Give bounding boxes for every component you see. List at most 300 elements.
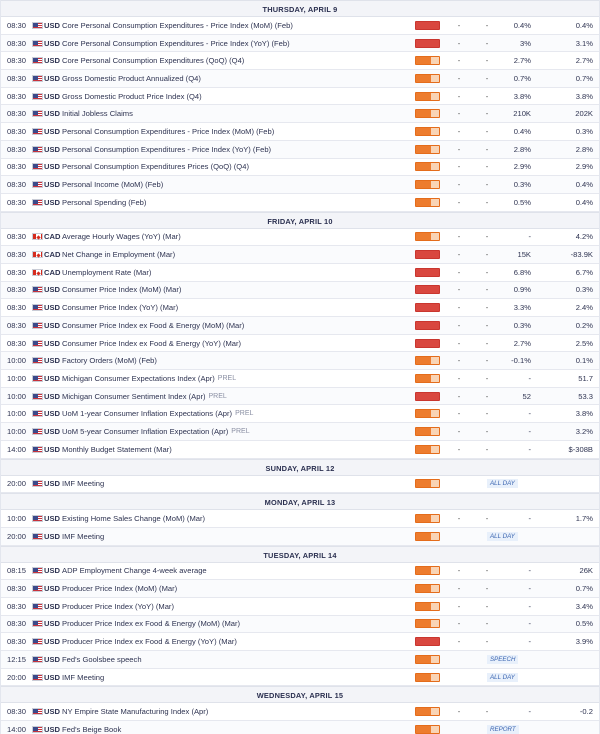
event-row[interactable]	[1, 70, 599, 88]
impact-cell	[415, 616, 441, 633]
medium-impact-indicator	[415, 180, 440, 189]
flag-cell	[32, 282, 43, 299]
flag-cell	[32, 703, 43, 720]
previous-value: 0.4%	[575, 20, 593, 30]
event-time: 08:30	[7, 707, 27, 717]
event-row[interactable]	[1, 52, 599, 70]
event-row[interactable]	[1, 35, 599, 53]
impact-cell	[415, 123, 441, 140]
event-time: 10:00	[7, 514, 27, 524]
impact-cell	[415, 388, 441, 405]
impact-cell	[415, 264, 441, 281]
flag-cell	[32, 105, 43, 122]
event-name[interactable]: IMF Meeting	[62, 672, 105, 682]
day-header: FRIDAY, APRIL 10	[1, 212, 599, 229]
us-flag-icon	[32, 146, 43, 153]
actual-value: -	[457, 126, 461, 136]
event-name[interactable]: Fed's Goolsbee speech	[62, 654, 142, 664]
event-time: 10:00	[7, 426, 27, 436]
event-name[interactable]: Monthly Budget Statement (Mar)	[62, 444, 172, 454]
currency-code: USD	[44, 724, 61, 734]
event-time: 08:30	[7, 250, 27, 260]
event-row[interactable]	[1, 176, 599, 194]
currency-code: USD	[44, 162, 61, 172]
high-impact-indicator	[415, 268, 440, 277]
medium-impact-indicator	[415, 162, 440, 171]
event-name[interactable]: UoM 1-year Consumer Inflation Expectations (Apr)	[62, 409, 233, 419]
event-row[interactable]	[1, 510, 599, 528]
event-time: 10:00	[7, 391, 27, 401]
forecast-value: -	[485, 444, 489, 454]
event-name[interactable]: Personal Income (MoM) (Feb)	[62, 180, 164, 190]
event-row[interactable]	[1, 17, 599, 35]
currency-code: USD	[44, 20, 61, 30]
impact-cell	[415, 598, 441, 615]
currency-code: USD	[44, 197, 61, 207]
medium-impact-indicator	[415, 673, 440, 682]
event-name-cell[interactable]	[62, 441, 402, 458]
event-name-cell[interactable]	[62, 52, 402, 69]
flag-cell	[32, 651, 43, 668]
forecast-value: -	[485, 73, 489, 83]
prel-badge: PREL	[231, 427, 250, 435]
event-name-cell[interactable]	[62, 264, 402, 281]
medium-impact-indicator	[415, 409, 440, 418]
forecast-value: -	[485, 180, 489, 190]
consensus-value: -	[528, 707, 531, 717]
previous-value: 4.2%	[575, 232, 593, 242]
impact-cell	[415, 633, 441, 650]
currency-code: USD	[44, 426, 61, 436]
actual-value: -	[457, 338, 461, 348]
event-name[interactable]: Personal Consumption Expenditures - Price Index (YoY) (Feb)	[62, 144, 272, 154]
us-flag-icon	[32, 199, 43, 206]
event-row[interactable]	[1, 721, 599, 734]
event-name-cell[interactable]	[62, 105, 402, 122]
event-row[interactable]	[1, 580, 599, 598]
event-row[interactable]	[1, 563, 599, 581]
actual-value: -	[457, 303, 461, 313]
event-time: 20:00	[7, 672, 27, 682]
event-name-cell[interactable]	[62, 141, 402, 158]
previous-value: 2.5%	[575, 338, 593, 348]
actual-value: -	[457, 637, 461, 647]
medium-impact-indicator	[415, 655, 440, 664]
impact-cell	[415, 669, 441, 686]
event-row[interactable]	[1, 159, 599, 177]
consensus-value: 52	[522, 391, 531, 401]
currency-code: USD	[44, 601, 61, 611]
event-name-cell[interactable]	[62, 721, 402, 734]
us-flag-icon	[32, 410, 43, 417]
event-name[interactable]: Consumer Price Index ex Food & Energy (MoM) (Mar)	[62, 320, 245, 330]
event-row[interactable]	[1, 423, 599, 441]
event-name-cell[interactable]	[62, 510, 402, 527]
event-row[interactable]	[1, 669, 599, 687]
forecast-value: -	[485, 38, 489, 48]
event-tag-cell	[487, 721, 527, 734]
event-time: 10:00	[7, 373, 27, 383]
event-name-cell[interactable]	[62, 35, 402, 52]
medium-impact-indicator	[415, 198, 440, 207]
us-flag-icon	[32, 357, 43, 364]
consensus-value: 2.8%	[513, 144, 531, 154]
previous-value: -0.2	[579, 707, 593, 717]
event-row[interactable]	[1, 246, 599, 264]
currency-code: USD	[44, 584, 61, 594]
event-name[interactable]: Consumer Price Index ex Food & Energy (YoY) (Mar)	[62, 338, 242, 348]
flag-cell	[32, 264, 43, 281]
actual-value: -	[457, 391, 461, 401]
flag-cell	[32, 35, 43, 52]
event-name-cell[interactable]	[62, 17, 402, 34]
actual-value: -	[457, 373, 461, 383]
consensus-value: 3%	[520, 38, 531, 48]
flag-cell	[32, 335, 43, 352]
impact-cell	[415, 335, 441, 352]
event-tag-cell	[487, 651, 527, 668]
consensus-value: 3.3%	[513, 303, 531, 313]
event-name[interactable]: Average Hourly Wages (YoY) (Mar)	[62, 232, 181, 242]
day-section	[1, 493, 599, 545]
impact-cell	[415, 476, 441, 493]
event-name[interactable]: Producer Price Index ex Food & Energy (MoM) (Mar)	[62, 619, 241, 629]
currency-code: USD	[44, 109, 61, 119]
event-row[interactable]	[1, 388, 599, 406]
event-name[interactable]: IMF Meeting	[62, 479, 105, 489]
forecast-value: -	[485, 126, 489, 136]
event-name[interactable]: Michigan Consumer Expectations Index (Apr)	[62, 373, 215, 383]
us-flag-icon	[32, 533, 43, 540]
event-time: 08:30	[7, 267, 27, 277]
flag-cell	[32, 580, 43, 597]
medium-impact-indicator	[415, 92, 440, 101]
event-name-cell[interactable]	[62, 580, 402, 597]
forecast-value: -	[485, 303, 489, 313]
actual-value: -	[457, 162, 461, 172]
event-name[interactable]: Core Personal Consumption Expenditures (QoQ) (Q4)	[62, 56, 245, 66]
forecast-value: -	[485, 514, 489, 524]
us-flag-icon	[32, 515, 43, 522]
event-name-cell[interactable]	[62, 88, 402, 105]
previous-value: 26K	[579, 566, 593, 576]
previous-value: 1.7%	[575, 514, 593, 524]
currency-code: USD	[44, 126, 61, 136]
event-name-cell[interactable]	[62, 70, 402, 87]
event-tag: ALL DAY	[487, 532, 518, 541]
event-row[interactable]	[1, 352, 599, 370]
event-name[interactable]: Net Change in Employment (Mar)	[62, 250, 176, 260]
flag-cell	[32, 633, 43, 650]
event-list	[1, 476, 599, 494]
event-name[interactable]: Core Personal Consumption Expenditures - Price Index (MoM) (Feb)	[62, 20, 293, 30]
forecast-value: -	[485, 56, 489, 66]
event-name-cell[interactable]	[62, 476, 402, 493]
currency-code: USD	[44, 91, 61, 101]
flag-cell	[32, 441, 43, 458]
event-row[interactable]	[1, 105, 599, 123]
event-row[interactable]	[1, 703, 599, 721]
flag-cell	[32, 388, 43, 405]
consensus-value: 0.5%	[513, 197, 531, 207]
event-name-cell[interactable]	[62, 616, 402, 633]
event-name-cell[interactable]	[62, 370, 402, 387]
medium-impact-indicator	[415, 602, 440, 611]
event-row[interactable]	[1, 282, 599, 300]
event-name[interactable]: Personal Consumption Expenditures Prices (QoQ) (Q4)	[62, 162, 249, 172]
forecast-value: -	[485, 197, 489, 207]
flag-cell	[32, 88, 43, 105]
event-row[interactable]	[1, 441, 599, 459]
impact-cell	[415, 510, 441, 527]
flag-cell	[32, 159, 43, 176]
event-name[interactable]: ADP Employment Change 4-week average	[62, 566, 207, 576]
event-row[interactable]	[1, 370, 599, 388]
flag-cell	[32, 70, 43, 87]
event-name[interactable]: Producer Price Index ex Food & Energy (YoY) (Mar)	[62, 637, 237, 647]
event-time: 14:00	[7, 724, 27, 734]
us-flag-icon	[32, 181, 43, 188]
actual-value: -	[457, 180, 461, 190]
impact-cell	[415, 35, 441, 52]
consensus-value: 3.8%	[513, 91, 531, 101]
us-flag-icon	[32, 674, 43, 681]
currency-code: USD	[44, 180, 61, 190]
event-name[interactable]: Core Personal Consumption Expenditures - Price Index (YoY) (Feb)	[62, 38, 290, 48]
event-name[interactable]: UoM 5-year Consumer Inflation Expectation (Apr)	[62, 426, 229, 436]
event-row[interactable]	[1, 194, 599, 212]
event-row[interactable]	[1, 651, 599, 669]
actual-value: -	[457, 356, 461, 366]
impact-cell	[415, 405, 441, 422]
day-header: MONDAY, APRIL 13	[1, 493, 599, 510]
actual-value: -	[457, 56, 461, 66]
event-row[interactable]	[1, 317, 599, 335]
medium-impact-indicator	[415, 356, 440, 365]
event-time: 08:15	[7, 566, 27, 576]
event-name-cell[interactable]	[62, 335, 402, 352]
event-name[interactable]: Factory Orders (MoM) (Feb)	[62, 356, 157, 366]
event-row[interactable]	[1, 616, 599, 634]
currency-code: USD	[44, 637, 61, 647]
us-flag-icon	[32, 585, 43, 592]
consensus-value: -	[528, 619, 531, 629]
forecast-value: -	[485, 566, 489, 576]
event-name[interactable]: Existing Home Sales Change (MoM) (Mar)	[62, 514, 206, 524]
medium-impact-indicator	[415, 374, 440, 383]
event-time: 08:30	[7, 303, 27, 313]
flag-cell	[32, 123, 43, 140]
currency-code: USD	[44, 479, 61, 489]
consensus-value: -	[528, 601, 531, 611]
consensus-value: 0.3%	[513, 180, 531, 190]
us-flag-icon	[32, 708, 43, 715]
event-row[interactable]	[1, 299, 599, 317]
event-name-cell[interactable]	[62, 246, 402, 263]
medium-impact-indicator	[415, 427, 440, 436]
event-time: 20:00	[7, 479, 27, 489]
currency-code: USD	[44, 285, 61, 295]
currency-code: USD	[44, 531, 61, 541]
event-name-cell[interactable]	[62, 423, 402, 440]
impact-cell	[415, 229, 441, 246]
event-row[interactable]	[1, 88, 599, 106]
medium-impact-indicator	[415, 566, 440, 575]
forecast-value: -	[485, 162, 489, 172]
impact-cell	[415, 563, 441, 580]
previous-value: 3.2%	[575, 426, 593, 436]
medium-impact-indicator	[415, 232, 440, 241]
previous-value: 0.1%	[575, 356, 593, 366]
previous-value: 51.7	[578, 373, 593, 383]
flag-cell	[32, 352, 43, 369]
event-name-cell[interactable]	[62, 317, 402, 334]
high-impact-indicator	[415, 21, 440, 30]
currency-code: USD	[44, 56, 61, 66]
forecast-value: -	[485, 109, 489, 119]
previous-value: 2.4%	[575, 303, 593, 313]
previous-value: 0.4%	[575, 197, 593, 207]
event-time: 08:30	[7, 91, 27, 101]
event-time: 08:30	[7, 320, 27, 330]
event-name[interactable]: Initial Jobless Claims	[62, 109, 133, 119]
us-flag-icon	[32, 567, 43, 574]
consensus-value: 15K	[517, 250, 531, 260]
previous-value: 2.9%	[575, 162, 593, 172]
event-name[interactable]: Unemployment Rate (Mar)	[62, 267, 152, 277]
event-name-cell[interactable]	[62, 633, 402, 650]
forecast-value: -	[485, 232, 489, 242]
event-name-cell[interactable]	[62, 388, 402, 405]
actual-value: -	[457, 197, 461, 207]
day-header: WEDNESDAY, APRIL 15	[1, 686, 599, 703]
flag-cell	[32, 721, 43, 734]
event-name-cell[interactable]	[62, 229, 402, 246]
medium-impact-indicator	[415, 479, 440, 488]
day-header: TUESDAY, APRIL 14	[1, 546, 599, 563]
event-name-cell[interactable]	[62, 176, 402, 193]
event-name-cell[interactable]	[62, 159, 402, 176]
consensus-value: -	[528, 444, 531, 454]
currency-code: CAD	[44, 267, 61, 277]
event-row[interactable]	[1, 123, 599, 141]
flag-cell	[32, 299, 43, 316]
currency-code: CAD	[44, 232, 61, 242]
event-name-cell[interactable]	[62, 123, 402, 140]
us-flag-icon	[32, 480, 43, 487]
actual-value: -	[457, 38, 461, 48]
flag-cell	[32, 598, 43, 615]
day-section	[1, 459, 599, 494]
actual-value: -	[457, 91, 461, 101]
event-row[interactable]	[1, 141, 599, 159]
event-row[interactable]	[1, 405, 599, 423]
previous-value: $-308B	[568, 444, 593, 454]
actual-value: -	[457, 320, 461, 330]
high-impact-indicator	[415, 250, 440, 259]
event-name[interactable]: Personal Consumption Expenditures - Price Index (MoM) (Feb)	[62, 126, 275, 136]
event-row[interactable]	[1, 528, 599, 546]
event-name[interactable]: IMF Meeting	[62, 531, 105, 541]
forecast-value: -	[485, 584, 489, 594]
event-row[interactable]	[1, 476, 599, 494]
event-name[interactable]: Michigan Consumer Sentiment Index (Apr)	[62, 391, 206, 401]
medium-impact-indicator	[415, 532, 440, 541]
currency-code: USD	[44, 514, 61, 524]
event-name[interactable]: Producer Price Index (MoM) (Mar)	[62, 584, 178, 594]
impact-cell	[415, 317, 441, 334]
forecast-value: -	[485, 356, 489, 366]
high-impact-indicator	[415, 637, 440, 646]
currency-code: CAD	[44, 250, 61, 260]
day-section	[1, 212, 599, 459]
forecast-value: -	[485, 250, 489, 260]
forecast-value: -	[485, 637, 489, 647]
event-name-cell[interactable]	[62, 528, 402, 545]
event-list	[1, 563, 599, 687]
event-name-cell[interactable]	[62, 598, 402, 615]
actual-value: -	[457, 144, 461, 154]
consensus-value: -	[528, 373, 531, 383]
impact-cell	[415, 651, 441, 668]
event-row[interactable]	[1, 598, 599, 616]
event-name[interactable]: Gross Domestic Product Annualized (Q4)	[62, 73, 201, 83]
event-name[interactable]: Personal Spending (Feb)	[62, 197, 147, 207]
event-time: 20:00	[7, 531, 27, 541]
flag-cell	[32, 370, 43, 387]
impact-cell	[415, 721, 441, 734]
event-row[interactable]	[1, 264, 599, 282]
medium-impact-indicator	[415, 145, 440, 154]
consensus-value: -0.1%	[511, 356, 531, 366]
event-name-cell[interactable]	[62, 299, 402, 316]
event-name-cell[interactable]	[62, 405, 402, 422]
event-name-cell[interactable]	[62, 194, 402, 211]
event-name[interactable]: NY Empire State Manufacturing Index (Apr)	[62, 707, 209, 717]
event-row[interactable]	[1, 335, 599, 353]
event-row[interactable]	[1, 633, 599, 651]
event-row[interactable]	[1, 229, 599, 247]
currency-code: USD	[44, 373, 61, 383]
day-section	[1, 686, 599, 734]
event-name[interactable]: Producer Price Index (YoY) (Mar)	[62, 601, 174, 611]
event-name[interactable]: Consumer Price Index (YoY) (Mar)	[62, 303, 179, 313]
event-name-cell[interactable]	[62, 651, 402, 668]
currency-code: USD	[44, 619, 61, 629]
currency-code: USD	[44, 320, 61, 330]
event-time: 08:30	[7, 126, 27, 136]
event-name-cell[interactable]	[62, 352, 402, 369]
event-name-cell[interactable]	[62, 563, 402, 580]
event-name[interactable]: Fed's Beige Book	[62, 724, 122, 734]
us-flag-icon	[32, 340, 43, 347]
event-name-cell[interactable]	[62, 282, 402, 299]
event-name-cell[interactable]	[62, 669, 402, 686]
event-time: 08:30	[7, 144, 27, 154]
previous-value: 3.8%	[575, 409, 593, 419]
consensus-value: 0.3%	[513, 320, 531, 330]
impact-cell	[415, 105, 441, 122]
event-name-cell[interactable]	[62, 703, 402, 720]
event-name[interactable]: Gross Domestic Product Price Index (Q4)	[62, 91, 202, 101]
event-tag: REPORT	[487, 725, 519, 734]
consensus-value: -	[528, 232, 531, 242]
event-name[interactable]: Consumer Price Index (MoM) (Mar)	[62, 285, 182, 295]
previous-value: 0.5%	[575, 619, 593, 629]
actual-value: -	[457, 20, 461, 30]
high-impact-indicator	[415, 39, 440, 48]
medium-impact-indicator	[415, 445, 440, 454]
